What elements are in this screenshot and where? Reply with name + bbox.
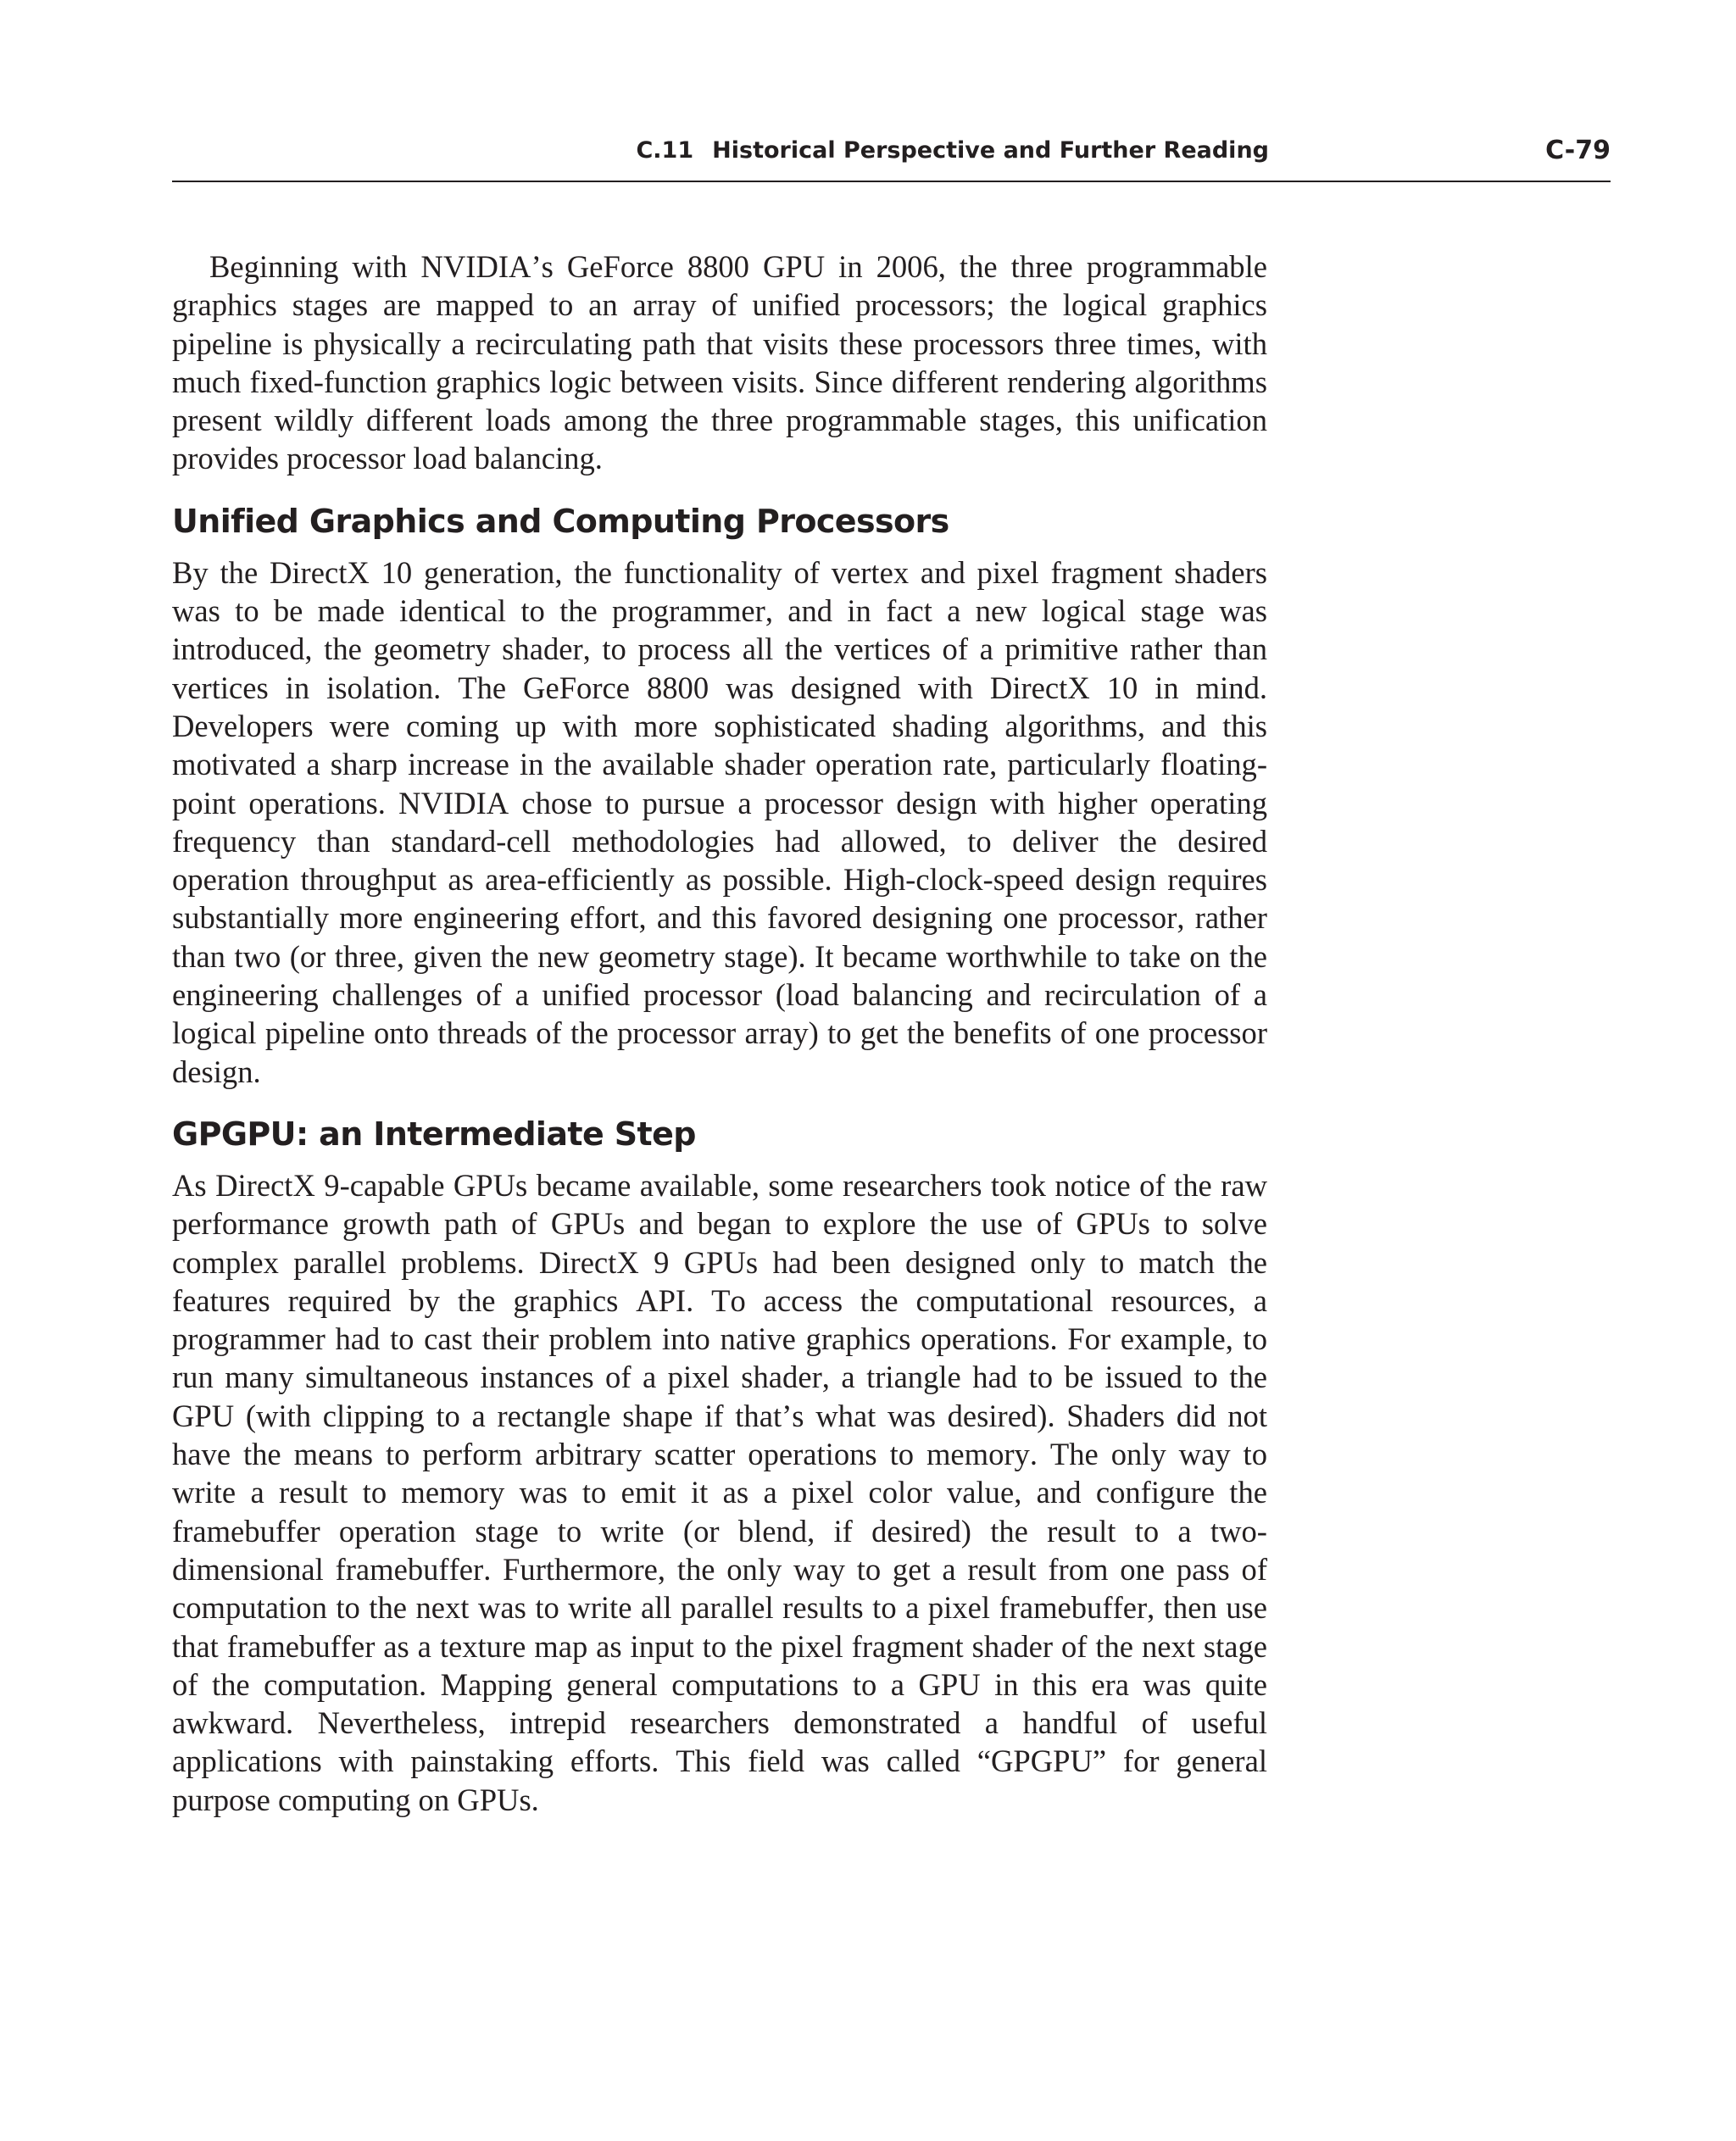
header-rule — [172, 181, 1611, 182]
page-number: C-79 — [1545, 136, 1611, 165]
section-title: Historical Perspective and Further Reading — [712, 137, 1269, 164]
section-heading-unified: Unified Graphics and Computing Processors — [172, 502, 949, 540]
intro-paragraph: Beginning with NVIDIA’s GeForce 8800 GPU in 2006, the three programmable graphics stages are mapped to an array of unified processors; the logical graphics pipeline is physically a recirculating path that visits these processors three times, with much fixed-function graphics logic between visits. Since different rendering algorithms present wildly different loads among the three programmable stages, this unification provides processor load balancing. — [172, 249, 1267, 476]
page-body — [172, 247, 1267, 1819]
section-paragraph-unified: By the DirectX 10 generation, the functionality of vertex and pixel fragment shaders was to be made identical to the programmer, and in fact a new logical stage was introduced, the geometry shader, to process all the vertices of a primitive rather than vertices in isolation. The GeForce 8800 was designed with DirectX 10 in mind. Developers were coming up with more sophisticated shading algorithms, and this motivated a sharp increase in the available shader operation rate, particularly floating-point operations. NVIDIA chose to pursue a processor design with higher operating frequency than standard-cell methodologies had allowed, to deliver the desired operation throughput as area-efficiently as possible. High-clock-speed design requires substantially more engineering effort, and this favored designing one processor, rather than two (or three, given the new geometry stage). It became worthwhile to take on the engineering challenges of a unified processor (load balancing and recirculation of a logical pipeline onto threads of the processor array) to get the benefits of one processor design. — [172, 554, 1267, 1089]
running-head — [172, 127, 1611, 170]
section-paragraph-gpgpu: As DirectX 9-capable GPUs became available, some researchers took notice of the raw performance growth path of GPUs and began to explore the use of GPUs to solve complex parallel problems. DirectX 9 GPUs had been designed only to match the features required by the graphics API. To access the computational resources, a programmer had to cast their problem into native graphics operations. For example, to run many simultaneous instances of a pixel shader, a triangle had to be issued to the GPU (with clipping to a rectangle shape if that’s what was desired). Shaders did not have the means to perform arbitrary scatter operations to memory. The only way to write a result to memory was to emit it as a pixel color value, and configure the framebuffer operation stage to write (or blend, if desired) the result to a two-dimensional framebuffer. Furthermore, the only way to get a result from one pass of computation to the next was to write all parallel results to a pixel framebuffer, then use that framebuffer as a texture map as input to the pixel fragment shader of the next stage of the computation. Mapping general computations to a GPU in this era was quite awkward. Nevertheless, intrepid researchers demonstrated a handful of useful applications with painstaking efforts. This field was called “GPGPU” for general purpose computing on GPUs. — [172, 1167, 1267, 1817]
running-head-section — [636, 137, 1269, 164]
section-number: C.11 — [636, 137, 694, 164]
section-heading-gpgpu: GPGPU: an Intermediate Step — [172, 1115, 696, 1153]
